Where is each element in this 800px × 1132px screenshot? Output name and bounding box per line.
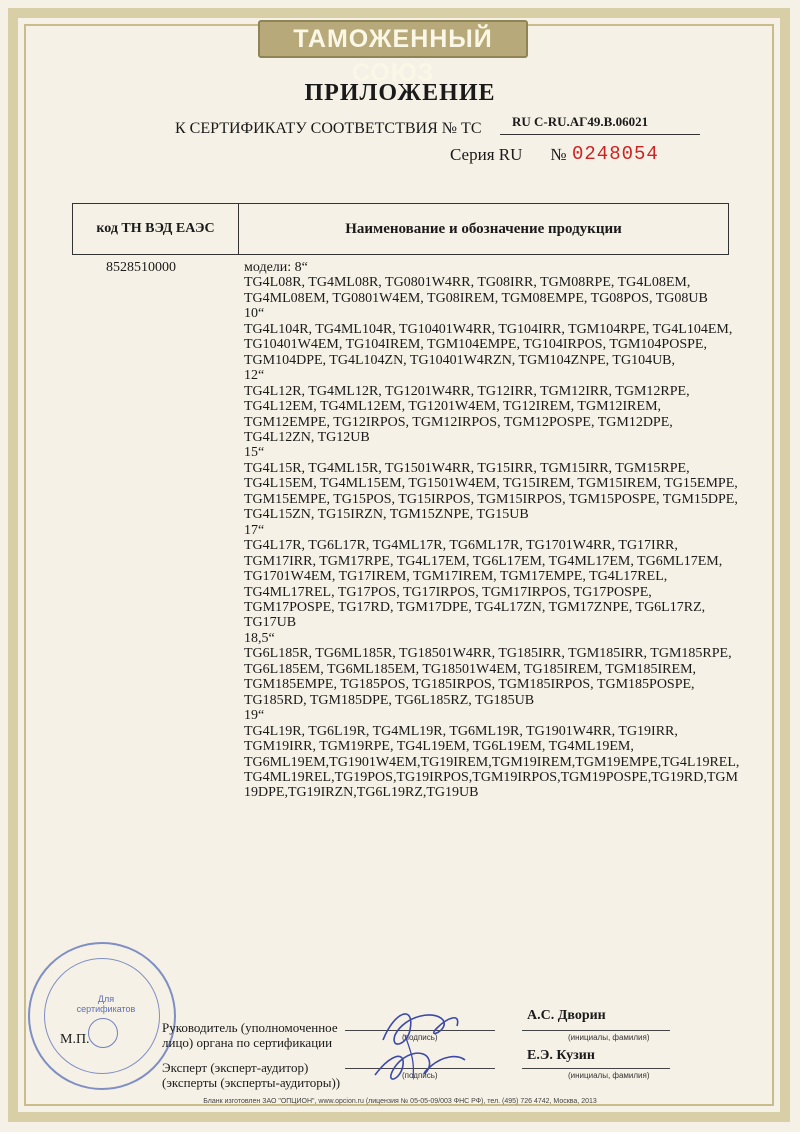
handwritten-signature xyxy=(365,1000,475,1090)
product-line: 15“ xyxy=(244,445,265,461)
product-list xyxy=(244,260,740,801)
product-line: 18,5“ xyxy=(244,630,275,646)
product-line: TGM19IRR, TGM19RPE, TG4L19EM, TG6L19EM, TG4ML19EM, xyxy=(244,739,634,755)
expert-signature-caption: (подпись) xyxy=(402,1071,438,1080)
product-line: TG1701W4EM, TG17IREM, TGM17IREM, TGM17EMPE, TG4L17REL, xyxy=(244,569,668,585)
product-line: TG4L17R, TG6L17R, TG4ML17R, TG6ML17R, TG1701W4RR, TG17IRR, xyxy=(244,538,678,554)
head-signature-caption: (подпись) xyxy=(402,1033,438,1042)
product-line: TG4L15EM, TG4ML15EM, TG1501W4EM, TG15IREM, TGM15IREM, TG15EMPE, xyxy=(244,476,738,492)
expert-name-line xyxy=(522,1068,670,1069)
customs-union-banner: ТАМОЖЕННЫЙ СОЮЗ xyxy=(258,20,528,58)
product-line: 19DPE,TG19IRZN,TG6L19RZ,TG19UB xyxy=(244,785,479,801)
number-label: № xyxy=(550,145,567,164)
product-line: TGM12EMPE, TG12IRPOS, TGM12IRPOS, TGM12POSPE, TGM12DPE, xyxy=(244,414,673,430)
series-line xyxy=(450,145,567,165)
product-line: TG4L15ZN, TG15IRZN, TGM15ZNPE, TG15UB xyxy=(244,507,529,523)
product-line: TG4ML08EM, TG0801W4EM, TG08IREM, TGM08EMPE, TG08POS, TG08UB xyxy=(244,290,708,306)
head-label xyxy=(162,1020,338,1050)
product-line: TG6ML19EM,TG1901W4EM,TG19IREM,TGM19IREM,TGM19EMPE,TG4L19REL, xyxy=(244,754,740,770)
globe-icon xyxy=(88,1018,118,1048)
product-line: TG4L08R, TG4ML08R, TG0801W4RR, TG08IRR, TGM08RPE, TG4L08EM, xyxy=(244,275,691,291)
product-line: модели: 8“ xyxy=(244,260,308,275)
expert-name-caption: (инициалы, фамилия) xyxy=(568,1071,650,1080)
head-name-line xyxy=(522,1030,670,1031)
product-line: TG4L12EM, TG4ML12EM, TG1201W4EM, TG12IREM, TGM12IREM, xyxy=(244,399,662,415)
product-line: TG185RD, TGM185DPE, TG6L185RZ, TG185UB xyxy=(244,692,535,708)
product-line: TG4ML17REL, TG17POS, TG17IRPOS, TGM17IRPOS, TG17POSPE, xyxy=(244,584,652,600)
blank-number: 0248054 xyxy=(572,143,659,165)
product-line: TGM104DPE, TG4L104ZN, TG10401W4RZN, TGM104ZNPE, TG104UB, xyxy=(244,352,676,368)
head-label-line1: Руководитель (уполномоченное xyxy=(162,1020,338,1035)
product-line: TG4L15R, TG4ML15R, TG1501W4RR, TG15IRR, TGM15IRR, TGM15RPE, xyxy=(244,460,690,476)
head-name: А.С. Дворин xyxy=(527,1008,606,1023)
header-code-column: код ТН ВЭД ЕАЭС xyxy=(73,204,239,254)
product-line: TG10401W4EM, TG104IREM, TGM104EMPE, TG104IRPOS, TGM104POSPE, xyxy=(244,337,707,353)
product-line: 12“ xyxy=(244,368,265,384)
product-line: TG4L19R, TG6L19R, TG4ML19R, TG6ML19R, TG1901W4RR, TG19IRR, xyxy=(244,723,678,739)
expert-name: Е.Э. Кузин xyxy=(527,1048,595,1063)
table-header xyxy=(72,203,729,255)
certificate-number-underline xyxy=(500,134,700,135)
page-title: ПРИЛОЖЕНИЕ xyxy=(304,80,496,106)
product-line: 10“ xyxy=(244,306,265,322)
header-name-column: Наименование и обозначение продукции xyxy=(345,220,622,237)
product-line: 17“ xyxy=(244,522,265,538)
head-name-caption: (инициалы, фамилия) xyxy=(568,1033,650,1042)
product-line: TG17UB xyxy=(244,615,297,631)
product-line: TG4ML19REL,TG19POS,TG19IRPOS,TGM19IRPOS,TGM19POSPE,TG19RD,TGM xyxy=(244,769,738,785)
product-line: TG4L12ZN, TG12UB xyxy=(244,429,370,445)
certification-stamp xyxy=(28,942,176,1090)
hs-code: 8528510000 xyxy=(106,260,176,275)
product-line: TG6L185EM, TG6ML185EM, TG18501W4EM, TG185IREM, TGM185IREM, xyxy=(244,661,697,677)
expert-label-line1: Эксперт (эксперт-аудитор) xyxy=(162,1060,309,1075)
product-line: TG4L12R, TG4ML12R, TG1201W4RR, TG12IRR, TGM12IRR, TGM12RPE, xyxy=(244,383,690,399)
expert-label xyxy=(162,1060,340,1090)
series-label: Серия RU xyxy=(450,145,523,164)
stamp-center-text: Для сертификатов xyxy=(76,994,136,1014)
product-line: TG6L185R, TG6ML185R, TG18501W4RR, TG185IRR, TGM185IRR, TGM185RPE, xyxy=(244,646,732,662)
product-line: TGM15EMPE, TG15POS, TG15IRPOS, TGM15IRPOS, TGM15POSPE, TGM15DPE, xyxy=(244,491,738,507)
product-line: TG4L104R, TG4ML104R, TG10401W4RR, TG104IRR, TGM104RPE, TG4L104EM, xyxy=(244,321,733,337)
seal-place-label: М.П. xyxy=(60,1032,90,1047)
footer-imprint: Бланк изготовлен ЗАО "ОПЦИОН", www.opcion.ru (лицензия № 05-05-09/003 ФНС РФ), тел. (495) 726 4742, Москва, 2013 xyxy=(203,1098,597,1105)
stamp-inner-ring xyxy=(44,958,160,1074)
expert-label-line2: (эксперты (эксперты-аудиторы)) xyxy=(162,1075,341,1090)
product-line: TGM17IRR, TGM17RPE, TG4L17EM, TG6L17EM, TG4ML17EM, TG6ML17EM, xyxy=(244,553,723,569)
product-line: TGM17POSPE, TG17RD, TGM17DPE, TG4L17ZN, TGM17ZNPE, TG6L17RZ, xyxy=(244,599,706,615)
head-label-line2: лицо) органа по сертификации xyxy=(162,1035,333,1050)
certificate-prefix: К СЕРТИФИКАТУ СООТВЕТСТВИЯ № ТС xyxy=(175,120,482,137)
certificate-number: RU C-RU.АГ49.В.06021 xyxy=(512,114,649,129)
product-line: 19“ xyxy=(244,708,265,724)
product-line: TGM185EMPE, TG185POS, TG185IRPOS, TGM185IRPOS, TGM185POSPE, xyxy=(244,677,695,693)
